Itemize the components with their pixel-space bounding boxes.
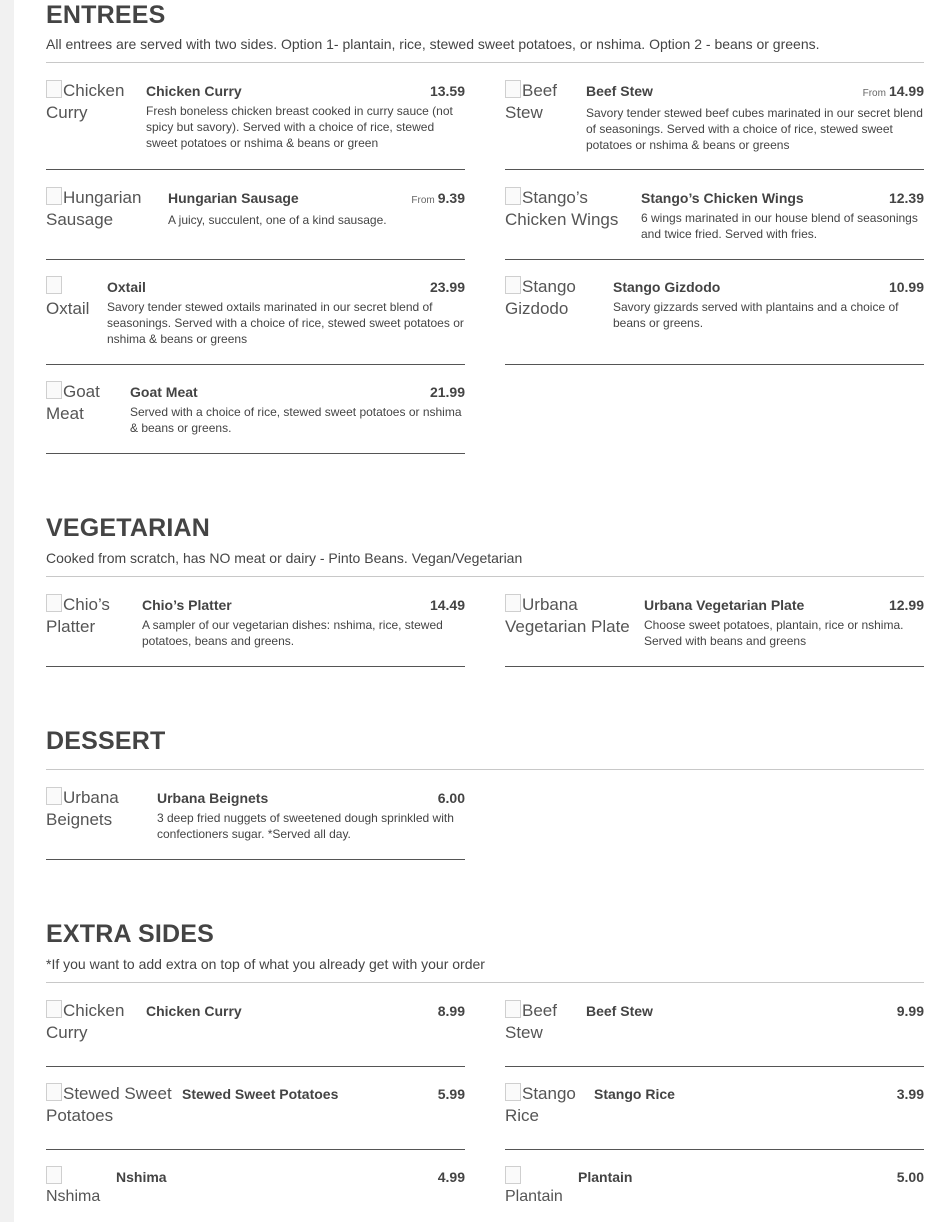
menu-item-price: 13.59 [429,83,465,99]
menu-item-image[interactable]: Urbana Vegetarian Plate [505,594,633,638]
menu-item-name[interactable]: Hungarian Sausage [168,190,299,206]
menu-item-name[interactable]: Chio’s Platter [142,597,232,613]
menu-item-image[interactable]: Chio’s Platter [46,594,122,638]
menu-item-description: Served with a choice of rice, stewed sweet potatoes or nshima & beans or greens. [130,405,462,435]
item-divider [505,259,924,260]
menu-item-image[interactable]: Stango Gizdodo [505,276,595,320]
menu-item-price: 12.39 [888,190,924,206]
menu-item-price: 23.99 [429,279,465,295]
menu-item-price: 21.99 [429,384,465,400]
menu-item-price: 12.99 [888,597,924,613]
item-divider [46,169,465,170]
item-divider [505,169,924,170]
side-item-stango-rice[interactable] [505,1083,924,1151]
menu-item-price: 5.00 [896,1169,924,1185]
menu-item-name[interactable]: Nshima [116,1169,167,1185]
menu-item-description: Savory tender stewed oxtails marinated in our secret blend of seasonings. Served with a choice of rice, stewed sweet potatoes or nshima & beans or greens [107,300,464,346]
menu-item-stangos-chicken-wings[interactable] [505,187,924,261]
item-divider [46,453,465,454]
menu-item-name[interactable]: Goat Meat [130,384,198,400]
menu-item-image[interactable]: Stango’s Chicken Wings [505,187,623,231]
menu-item-image[interactable]: Plantain [505,1166,571,1206]
menu-item-price: 3.99 [896,1086,924,1102]
menu-item-description: 6 wings marinated in our house blend of seasonings and twice fried. Served with fries. [641,211,918,241]
menu-item-urbana-vegetarian-plate[interactable] [505,594,924,668]
extra-sides-section [46,920,924,1222]
menu-item-price: 6.00 [437,790,465,806]
menu-item-price: 8.99 [437,1003,465,1019]
menu-item-urbana-beignets[interactable] [46,787,465,861]
menu-item-name[interactable]: Stango’s Chicken Wings [641,190,804,206]
menu-item-image[interactable]: Beef Stew [505,1000,567,1044]
menu-item-price: From 14.99 [862,83,924,99]
menu-item-image[interactable]: Beef Stew [505,80,567,124]
menu-item-name[interactable]: Stango Gizdodo [613,279,721,295]
menu-item-image[interactable]: Urbana Beignets [46,787,146,831]
menu-item-description: 3 deep fried nuggets of sweetened dough sprinkled with confectioners sugar. *Served all day. [157,811,454,841]
section-divider [46,769,924,770]
menu-item-image[interactable]: Stewed Sweet Potatoes [46,1084,172,1125]
section-title: EXTRA SIDES [46,920,214,948]
menu-item-price: 9.99 [896,1003,924,1019]
menu-item-name[interactable]: Urbana Vegetarian Plate [644,597,805,613]
menu-item-chios-platter[interactable] [46,594,465,668]
menu-item-name[interactable]: Urbana Beignets [157,790,269,806]
menu-item-image[interactable]: Hungarian Sausage [46,187,158,231]
side-item-plantain[interactable] [505,1166,924,1222]
section-divider [46,982,924,983]
menu-item-image[interactable]: Chicken Curry [46,81,125,122]
section-title: VEGETARIAN [46,514,211,542]
item-divider [46,859,465,860]
menu-item-image[interactable]: Goat Meat [46,381,118,425]
menu-item-name[interactable]: Plantain [578,1169,633,1185]
menu-item-price: 5.99 [437,1086,465,1102]
menu-item-name[interactable]: Stango Rice [594,1086,675,1102]
side-item-beef-stew[interactable] [505,1000,924,1068]
section-title: DESSERT [46,727,166,755]
menu-item-name[interactable]: Stewed Sweet Potatoes [182,1086,339,1102]
menu-item-image[interactable]: Stango Rice [505,1083,581,1127]
item-divider [505,1149,924,1150]
vegetarian-section [46,514,924,674]
item-divider [46,364,465,365]
menu-page [14,0,950,1222]
side-item-nshima[interactable] [46,1166,465,1222]
price-from-label: From [411,195,435,206]
item-divider [505,666,924,667]
section-description: Cooked from scratch, has NO meat or dairy - Pinto Beans. Vegan/Vegetarian [46,550,523,566]
menu-item-name[interactable]: Beef Stew [586,83,653,99]
side-item-chicken-curry[interactable] [46,1000,465,1068]
menu-item-beef-stew[interactable] [505,80,924,171]
section-divider [46,62,924,63]
dessert-section [46,727,924,867]
menu-item-description: Savory tender stewed beef cubes marinated in our secret blend of seasonings. Served with a choice of rice, stewed sweet potatoes or nshima & beans or greens [586,106,923,152]
menu-item-goat-meat[interactable] [46,381,465,455]
item-divider [46,1066,465,1067]
menu-item-description: A sampler of our vegetarian dishes: nshima, rice, stewed potatoes, beans and greens. [142,618,443,648]
menu-item-image[interactable]: Chicken Curry [46,1001,125,1042]
section-description: *If you want to add extra on top of what you already get with your order [46,956,485,972]
menu-item-description: Fresh boneless chicken breast cooked in curry sauce (not spicy but savory). Served with a choice of rice, stewed sweet potatoes or nshima & beans or green [146,104,453,150]
menu-item-description: Savory gizzards served with plantains and a choice of beans or greens. [613,300,899,330]
menu-item-description: A juicy, succulent, one of a kind sausage. [168,213,387,227]
item-divider [46,1149,465,1150]
section-divider [46,576,924,577]
menu-item-stango-gizdodo[interactable] [505,276,924,366]
side-item-stewed-sweet-potatoes[interactable] [46,1083,465,1151]
menu-item-name[interactable]: Oxtail [107,279,146,295]
menu-item-image[interactable]: Oxtail [46,276,98,320]
menu-item-price: 14.49 [429,597,465,613]
item-divider [505,1066,924,1067]
menu-item-hungarian-sausage[interactable] [46,187,465,261]
menu-item-chicken-curry[interactable] [46,80,465,171]
menu-item-price: From 9.39 [411,190,465,206]
entrees-section [46,0,924,460]
menu-item-price: 4.99 [437,1169,465,1185]
item-divider [505,364,924,365]
item-divider [46,666,465,667]
menu-item-description: Choose sweet potatoes, plantain, rice or nshima. Served with beans and greens [644,618,904,648]
menu-item-price: 10.99 [888,279,924,295]
section-title: ENTREES [46,1,166,29]
menu-item-oxtail[interactable] [46,276,465,366]
menu-item-name[interactable]: Chicken Curry [146,1003,242,1019]
item-divider [46,259,465,260]
menu-item-name[interactable]: Chicken Curry [146,83,242,99]
section-description: All entrees are served with two sides. Option 1- plantain, rice, stewed sweet potatoes, or nshima. Option 2 - beans or greens. [46,36,820,52]
menu-item-name[interactable]: Beef Stew [586,1003,653,1019]
price-from-label: From [862,88,886,99]
menu-item-image[interactable]: Nshima [46,1166,110,1206]
